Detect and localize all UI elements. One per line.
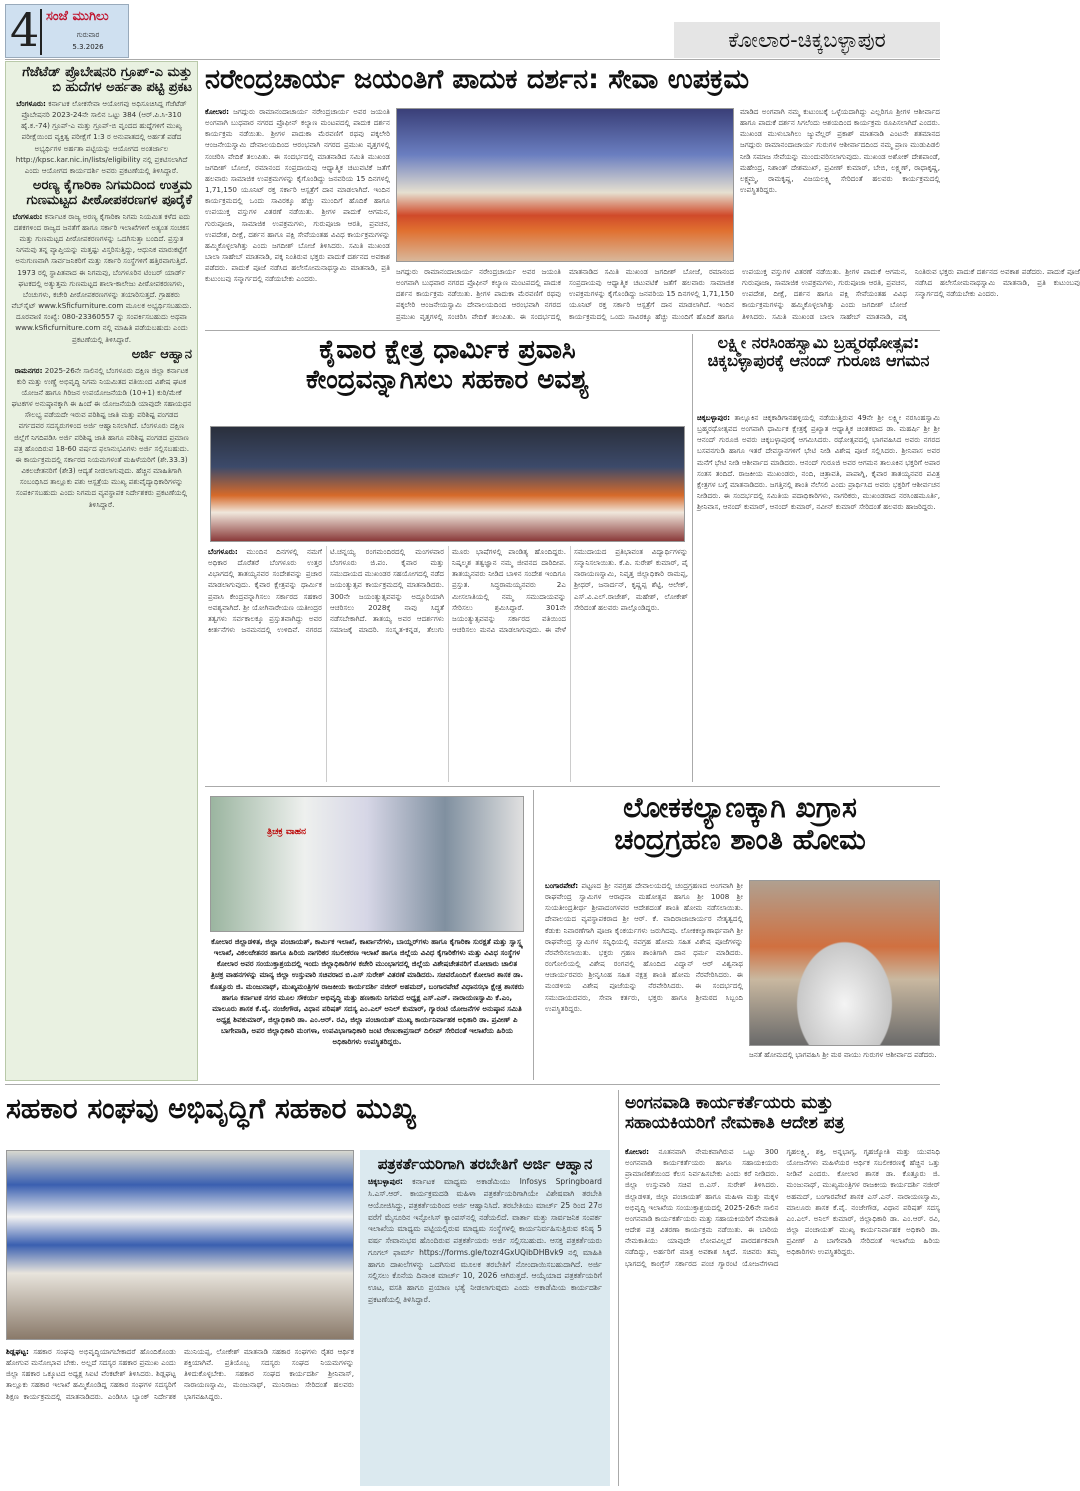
journalist-training-body: ಚಿಕ್ಕಬಳ್ಳಾಪುರ: ಕರ್ನಾಟಕ ಮಾಧ್ಯಮ ಅಕಾಡೆಮಿಯು Infosys Springboard ಸಿ.ಎಸ್.ಆರ್. ಕಾರ್ಯಕ್ರಮದಡಿ ಮಹಿಳಾ ಪತ್ರಕರ್ತೆಯರಿಗಾಗಿಯೇ ವಿಶೇಷವಾಗಿ ತರಬೇತಿ ಆಯೋಜಿಸಿದ್ದು, ಪತ್ರಕರ್ತೆಯರಿಂದ ಅರ್ಜಿ ಆಹ್ವಾನಿಸಿದೆ. ತರಬೇತಿಯು ಮಾರ್ಚ್ 25 ರಿಂದ 27ರ ವರೆಗೆ ಮೈಸೂರಿನ ಇನ್ಫೋಸಿಸ್ ಕ್ಯಾಂಪಸ್‌ನಲ್ಲಿ ನಡೆಯಲಿದೆ. ವಾರ್ತಾ ಮತ್ತು ಸಾರ್ವಜನಿಕ ಸಂಪರ್ಕ ಇಲಾಖೆಯ ಮಾಧ್ಯಮ ಪಟ್ಟಿಯಲ್ಲಿರುವ ಮಾಧ್ಯಮ ಸಂಸ್ಥೆಗಳಲ್ಲಿ ಕಾರ್ಯನಿರ್ವಹಿಸುತ್ತಿರುವ ಕನಿಷ್ಠ 5 ವರ್ಷ ಸೇವಾನುಭವ ಹೊಂದಿರುವ ಪತ್ರಕರ್ತೆಯರು ಅರ್ಜಿ ಸಲ್ಲಿಸಬಹುದು. ಆಸಕ್ತ ಪತ್ರಕರ್ತೆಯರು ಗೂಗಲ್ ಫಾರ್ಮ್ https://forms.gle/tozr4GxUQibDHBvk9 ನಲ್ಲಿ ಮಾಹಿತಿ ಹಾಗೂ ದಾಖಲೆಗಳನ್ನು ಒದಗಿಸುವ ಮೂಲಕ ತರಬೇತಿಗೆ ನೋಂದಾಯಿಸಬಹುದಾಗಿದೆ. ಅರ್ಜಿ ಸಲ್ಲಿಸಲು ಕೊನೆಯ ದಿನಾಂಕ ಮಾರ್ಚ್ 10, 2026 ಆಗಿರುತ್ತದೆ. ಆಯ್ಕೆಯಾದ ಪತ್ರಕರ್ತೆಯರಿಗೆ ಊಟ, ವಸತಿ ಹಾಗೂ ಪ್ರಯಾಣ ಭತ್ಯೆ ನೀಡಲಾಗುವುದು ಎಂದು ಅಕಾಡೆಮಿಯ ಕಾರ್ಯದರ್ಶಿ ಪ್ರಕಟಣೆಯಲ್ಲಿ ತಿಳಿಸಿದ್ದಾರೆ. xyxy=(368,1177,603,1304)
homa-photo-caption: ಜನತೆ ಹೋಮದಲ್ಲಿ ಭಾಗವಹಿಸಿ ಶ್ರೀ ಮಠ ವಾಯು ಗುರುಗಳ ಆಶೀರ್ವಾದ ಪಡೆದರು. xyxy=(749,1050,937,1059)
anganwadi-article-body: ಕೋಲಾರ: ನೂತನವಾಗಿ ನೇಮಕವಾಗಿರುವ ಒಟ್ಟು 300 ಅಂಗನವಾಡಿ ಕಾರ್ಯಕರ್ತೆಯರು ಹಾಗೂ ಸಹಾಯಕಿಯರು ಪ್ರಾಮಾಣಿಕತೆಯಿಂದ ಕೆಲಸ ನಿರ್ವಹಿಸಬೇಕು ಎಂದು ಕರೆ ನೀಡಿದರು. ಜಿಲ್ಲಾ ಉಸ್ತುವಾರಿ ಸಚಿವ ಬಿ.ಎಸ್. ಸುರೇಶ್ ತಿಳಿಸಿದರು. ಜಿಲ್ಲಾಡಳಿತ, ಜಿಲ್ಲಾ ಪಂಚಾಯತ್ ಹಾಗೂ ಮಹಿಳಾ ಮತ್ತು ಮಕ್ಕಳ ಅಭಿವೃದ್ಧಿ ಇಲಾಖೆಯ ಸಂಯುಕ್ತಾಶ್ರಯದಲ್ಲಿ 2025-26ನೇ ಸಾಲಿನ ಅಂಗನವಾಡಿ ಕಾರ್ಯಕರ್ತೆಯರು ಮತ್ತು ಸಹಾಯಕಿಯರಿಗೆ ನೇಮಕಾತಿ ಆದೇಶ ಪತ್ರ ವಿತರಣಾ ಕಾರ್ಯಕ್ರಮ ನಡೆಯಿತು. ಈ ಬಾರಿಯ ನೇಮಕಾತಿಯು ಯಾವುದೇ ಲೋಪವಿಲ್ಲದೆ ಪಾರದರ್ಶಕವಾಗಿ ನಡೆದಿದ್ದು, ಅರ್ಹರಿಗೆ ಮಾತ್ರ ಅವಕಾಶ ಸಿಕ್ಕಿದೆ. ಸಚಿವರು ತಮ್ಮ ಭಾಗದಲ್ಲಿ ಕಾಂಗ್ರೆಸ್ ಸರ್ಕಾರದ ಪಂಚ ಗ್ಯಾರಂಟಿ ಯೋಜನೆಗಳಾದ ಗೃಹಲಕ್ಷ್ಮಿ, ಶಕ್ತಿ, ಅನ್ನಭಾಗ್ಯ, ಗೃಹಜ್ಯೋತಿ ಮತ್ತು ಯುವನಿಧಿ ಯೋಜನೆಗಳು ಮಹಿಳೆಯರ ಆರ್ಥಿಕ ಸಬಲೀಕರಣಕ್ಕೆ ಹೆಚ್ಚಿನ ಒತ್ತು ನೀಡಿವೆ ಎಂದರು. ಕೋಲಾರ ಶಾಸಕ ಡಾ. ಕೊತ್ತೂರು ಜಿ. ಮಂಜುನಾಥ್, ಮುಖ್ಯಮಂತ್ರಿಗಳ ರಾಜಕೀಯ ಕಾರ್ಯದರ್ಶಿ ನಜೀರ್ ಅಹಮದ್, ಬಂಗಾರಪೇಟೆ ಶಾಸಕ ಎಸ್.ಎನ್. ನಾರಾಯಣಸ್ವಾಮಿ, ಮಾಲೂರು ಶಾಸಕ ಕೆ.ವೈ. ನಂಜೇಗೌಡ, ವಿಧಾನ ಪರಿಷತ್ ಸದಸ್ಯ ಎಂ.ಎಲ್. ಅನಿಲ್ ಕುಮಾರ್, ಜಿಲ್ಲಾಧಿಕಾರಿ ಡಾ. ಎಂ.ಆರ್. ರವಿ, ಜಿಲ್ಲಾ ಪಂಚಾಯತ್ ಮುಖ್ಯ ಕಾರ್ಯನಿರ್ವಾಹಕ ಅಧಿಕಾರಿ ಡಾ. ಪ್ರವೀಣ್ ಪಿ ಬಾಗೇವಾಡಿ ಸೇರಿದಂತೆ ಇಲಾಖೆಯ ಹಿರಿಯ ಅಧಿಕಾರಿಗಳು ಉಪಸ್ಥಿತರಿದ್ದರು. xyxy=(625,1147,940,1268)
lead-article-right: ಮಾಡಿದ ಅಂಗವಾಗಿ ನಮ್ಮ ಕುಟುಂಬಕ್ಕೆ ಒಳ್ಳೆಯದಾಗಿದ್ದು ಎಲ್ಲರಿಗೂ ಶ್ರೀಗಳ ಆಶೀರ್ವಾದ ಹಾಗೂ ಪಾದುಕೆ ದರ್ಶನ ಸಿಗಲೆಂದು ಆಶಯದಿಂದ ಕಾರ್ಯಕ್ರಮ ರೂಪಿಸಲಾಗಿದೆ ಎಂದರು. ಮುಖಂಡ ಮುಳುಬಾಗಿಲು ಜ್ಯುವೆಲ್ಲರ್ ಪ್ರಕಾಶ್ ಮಾತನಾಡಿ ಎಂಟನೇ ಶತಮಾನದ ಜಗದ್ಗುರು ರಾಮಾನಂದಾಚಾರ್ಯ ಗುರುಗಳ ಆಶೀರ್ವಾದದಿಂದ ನಮ್ಮ ಪ್ರಾಣ ಮುಡುಪಿಡಲಿ ನೀಡಿ ಸಮಾಜ ಸೇವೆಯನ್ನು ಮುಂದುವರಿಸಲಾಗುವುದು. ಮುಖಂಡ ಅಶೋಕ್ ದೇಶಪಾಂಡೆ, ಮಹೇಂದ್ರ, ನಿಶಾಂತ್ ದೇಶಮುಖ್, ಪ್ರವೀಣ್ ಕುಮಾರ್, ಬೇಬಿ, ಲಕ್ಷ್ಮಣ್, ರಾಧಾಕೃಷ್ಣ, ಲಕ್ಷ್ಮಮ್ಮ, ರಾಮಕೃಷ್ಣ, ವಿಜಯಲಕ್ಷ್ಮಿ ಸೇರಿದಂತೆ ಹಲವರು ಕಾರ್ಯಕ್ರಮದಲ್ಲಿ ಉಪಸ್ಥಿತರಿದ್ದರು. xyxy=(740,107,940,195)
newspaper-logo: ಸಂಜೆ ಮುಗಿಲು xyxy=(46,9,109,24)
journalist-training-box xyxy=(360,1150,610,1486)
page-number: 4 xyxy=(10,3,40,57)
homa-photo xyxy=(749,880,940,1046)
lakshmi-article-body: ಚಿಕ್ಕಬಳ್ಳಾಪುರ: ತಾಲ್ಲೂಕಿನ ಚಿಕ್ಕಕಾಡಿಗಾನಹಳ್ಳಿಯಲ್ಲಿ ನಡೆಯುತ್ತಿರುವ 49ನೇ ಶ್ರೀ ಲಕ್ಷ್ಮೀ ನರಸಿಂಹಸ್ವಾಮಿ ಬ್ರಹ್ಮರಥೋತ್ಸವದ ಅಂಗವಾಗಿ ಧಾರ್ಮಿಕ ಕ್ಷೇತ್ರಕ್ಕೆ ಪ್ರಖ್ಯಾತ ಆಧ್ಯಾತ್ಮಿಕ ಚಿಂತಕರಾದ ಡಾ. ಮಹರ್ಷಿ ಶ್ರೀ ಶ್ರೀ ಆನಂದ್ ಗುರೂಜಿ ಅವರು ಚಿಕ್ಕಬಳ್ಳಾಪುರಕ್ಕೆ ಆಗಮಿಸಿದರು. ರಥೋತ್ಸವದಲ್ಲಿ ಭಾಗವಹಿಸಿದ ಅವರು ನಗರದ ಬಸವನಗುಡಿ ಹಾಗೂ ಇತರೆ ದೇವಸ್ಥಾನಗಳಿಗೆ ಭೇಟಿ ನೀಡಿ ವಿಶೇಷ ಪೂಜೆ ಸಲ್ಲಿಸಿದರು. ಶ್ರೀನಿವಾಸ ಅವರ ಮನೆಗೆ ಭೇಟಿ ನೀಡಿ ಆಶೀರ್ವಾದ ಮಾಡಿದರು. ಆನಂದ್ ಗುರೂಜಿ ಅವರ ಆಗಮನ ತಾಲೂಕಿನ ಭಕ್ತರಿಗೆ ಅಪಾರ ಸಂತಸ ತಂದಿದೆ. ರಾಜಕೀಯ ಮುಖಂಡರು, ನಂದಿ, ಚಿತ್ರಾವತಿ, ಪಾಪಾಗ್ನಿ, ಕೈವಾರ ತಾತಯ್ಯನವರ ಪವಿತ್ರ ಕ್ಷೇತ್ರಗಳ ಬಗ್ಗೆ ಮಾತನಾಡಿದರು. ಜಗತ್ತಿನಲ್ಲಿ ಶಾಂತಿ ನೆಲೆಸಲಿ ಎಂದು ಪ್ರಾರ್ಥಿಸಿದ ಅವರು ಭಕ್ತರಿಗೆ ಆಶೀರ್ವಚನ ನೀಡಿದರು. ಈ ಸಂದರ್ಭದಲ್ಲಿ ಸಮಿತಿಯ ಪದಾಧಿಕಾರಿಗಳು, ನಾಗರಿಕರು, ಮುಖಂಡರಾದ ನರಸಿಂಹಮೂರ್ತಿ, ಶ್ರೀನಿವಾಸ, ಆನಂದ್ ಕುಮಾರ್, ಆನಂದ್ ಕುಮಾರ್, ನವೀನ್ ಕುಮಾರ್ ಸೇರಿದಂತೆ ಹಲವರು ಹಾಜರಿದ್ದರು. xyxy=(697,413,940,512)
section-title: ಕೋಲಾರ-ಚಿಕ್ಕಬಳ್ಳಾಪುರ xyxy=(674,22,940,58)
kaivara-headline: ಕೈವಾರ ಕ್ಷೇತ್ರ ಧಾರ್ಮಿಕ ಪ್ರವಾಸಿ ಕೇಂದ್ರವನ್ನಾಗಿಸಲು ಸಹಕಾರ ಅವಶ್ಯ xyxy=(306,335,589,395)
day-label: ಗುರುವಾರ xyxy=(76,31,100,39)
date-label: 5.3.2026 xyxy=(72,43,104,51)
homa-headline: ಲೋಕಕಲ್ಯಾಣಕ್ಕಾಗಿ ಖಗ್ರಾಸ ಚಂದ್ರಗ್ರಹಣ ಶಾಂತಿ ಹೋಮ xyxy=(614,791,866,857)
event-banner: ತ್ರಿಚಕ್ರ ವಾಹನ xyxy=(267,827,307,837)
sidebar xyxy=(5,61,198,1081)
sidebar-article-2: ಬೆಂಗಳೂರು: ಕರ್ನಾಟಕ ರಾಜ್ಯ ಅರಣ್ಯ ಕೈಗಾರಿಕಾ ನಿಗಮ ನಿಯಮಿತ ಕಳೆದ ಐದು ದಶಕಗಳಿಂದ ರಾಜ್ಯದ ಜನತೆಗೆ ಹಾಗೂ ಸರ್ಕಾರಿ ಇಲಾಖೆಗಳಿಗೆ ಅತ್ಯಂತ ಸಂಚಕಸ ಮತ್ತು ಗುಣಮಟ್ಟದ ಪೀಠೋಪಕರಣಗಳನ್ನು ಒದಗಿಸುತ್ತಾ ಬಂದಿದೆ. ಪ್ರಸ್ತುತ ನಿಗಮವು ತನ್ನ ವ್ಯಾಪ್ತಿಯನ್ನು ಮತ್ತಷ್ಟು ವಿಸ್ತರಿಸುತ್ತಿದ್ದು, ಆಧುನಿಕ ಮಾರುಕಟ್ಟೆಗೆ ಅನುಗುಣವಾಗಿ ಸಾರ್ವಜನಿಕರಿಗೆ ಮತ್ತು ಸರ್ಕಾರಿ ಸಂಸ್ಥೆಗಳಿಗೆ ಹತ್ತಿರವಾಗುತ್ತಿದೆ. 1973 ರಲ್ಲಿ ಸ್ಥಾಪಿತವಾದ ಈ ನಿಗಮವು, ಬೆಂಗಳೂರಿನ ಟಿಂಬರ್ ಯಾರ್ಡ್ ಘಟಕದಲ್ಲಿ ಅತ್ಯುತ್ತಮ ಗುಣಮಟ್ಟದ ಶಾಲಾ-ಕಾಲೇಜು ಪೀಠೋಪಕರಣಗಳು, ಬೆಂಚುಗಳು, ಕಚೇರಿ ಪೀಠೋಪಕರಣಗಳನ್ನು ತಯಾರಿಸುತ್ತದೆ. ಗ್ರಾಹಕರು ವೆಬ್‌ಸೈಟ್ www.kSficfurniture.com ಮೂಲಕ ಅಭ್ಯರ್ಥಿಸಬಹುದು. ದೂರವಾಣಿ ಸಂಖ್ಯೆ: 080-23360557 ನ್ನು ಸಂಪರ್ಕಿಸಬಹುದು ಅಥವಾ www.kSficfurniture.com ನಲ್ಲಿ ಮಾಹಿತಿ ಪಡೆಯಬಹುದು ಎಂದು ಪ್ರಕಟಣೆಯಲ್ಲಿ ತಿಳಿಸಿದ್ದಾರೆ. xyxy=(11,211,192,344)
kaivara-article-body: ಬೆಂಗಳೂರು: ಮುಂದಿನ ದಿನಗಳಲ್ಲಿ ನಮಗೆ ಅಧಿಕಾರ ದೊರೆತರೆ ಬೆಂಗಳೂರು ಉತ್ತರ ವಿಭಾಗದಲ್ಲಿ ತಾತಯ್ಯನವರ ಸಂದೇಶವನ್ನು ಪ್ರಚಾರ ಮಾಡಲಾಗುವುದು. ಕೈವಾರ ಕ್ಷೇತ್ರವನ್ನು ಧಾರ್ಮಿಕ ಪ್ರವಾಸಿ ಕೇಂದ್ರವನ್ನಾಗಿಸಲು ಸರ್ಕಾರದ ಸಹಕಾರ ಅವಶ್ಯವಾಗಿದೆ. ಶ್ರೀ ಯೋಗಿನಾರೇಯಣ ಯತೀಂದ್ರರ ತತ್ವಗಳು ಸರ್ವಕಾಲಕ್ಕೂ ಪ್ರಸ್ತುತವಾಗಿದ್ದು ಅವರ ಕೀರ್ತನೆಗಳು ಜನಮನದಲ್ಲಿ ಉಳಿದಿವೆ. ನಗರದ ಟಿ.ಚನ್ನಯ್ಯ ರಂಗಮಂದಿರದಲ್ಲಿ ಮಂಗಳವಾರ ಬೆಂಗಳೂರು ಜಿ.ಪಂ. ಕೈವಾರ ಮತ್ತು ಸಮುದಾಯದ ಮುಖಂಡರ ಸಹಯೋಗದಲ್ಲಿ ನಡೆದ ಜಯಂತ್ಯುತ್ಸವ ಕಾರ್ಯಕ್ರಮದಲ್ಲಿ ಮಾತನಾಡಿದರು. 300ನೇ ಜಯಂತ್ಯುತ್ಸವವನ್ನು ಅದ್ದೂರಿಯಾಗಿ ಆಚರಿಸಲು 2028ಕ್ಕೆ ನಾವು ಸಿದ್ಧತೆ ನಡೆಸಬೇಕಾಗಿದೆ. ತಾತಯ್ಯ ಅವರ ಆದರ್ಶಗಳು ಸಮಾಜಕ್ಕೆ ಮಾದರಿ. ಸಂಸ್ಕೃತ-ಕನ್ನಡ, ತೆಲುಗು ಮೂರು ಭಾಷೆಗಳಲ್ಲಿ ಪಾಂಡಿತ್ಯ ಹೊಂದಿದ್ದರು. ನಿಷ್ಕಲ್ಮಶ ತತ್ವಜ್ಞಾನ ನಮ್ಮ ಜೀವನದ ದಾರಿದೀಪ. ತಾತಯ್ಯನವರು ನೀಡಿದ ಬಾಳಿನ ಸಂದೇಶ ಇಂದಿಗೂ ಪ್ರಸ್ತುತ. ಸಿದ್ಧರಾಮಯ್ಯನವರು 2ಎ ಮೀಸಲಾತಿಯಲ್ಲಿ ನಮ್ಮ ಸಮುದಾಯವನ್ನು ಸೇರಿಸಲು ಶ್ರಮಿಸಿದ್ದಾರೆ. 301ನೇ ಜಯಂತ್ಯುತ್ಸವವನ್ನು ಸರ್ಕಾರದ ವತಿಯಿಂದ ಆಚರಿಸಲು ಮನವಿ ಮಾಡಲಾಗುವುದು. ಈ ವೇಳೆ ಸಮುದಾಯದ ಪ್ರತಿಭಾವಂತ ವಿದ್ಯಾರ್ಥಿಗಳನ್ನು ಸನ್ಮಾನಿಸಲಾಯಿತು. ಕೆ.ಪಿ. ಸುರೇಶ್ ಕುಮಾರ್, ಪೈ ನಾರಾಯಣಸ್ವಾಮಿ, ನಿವೃತ್ತ ಜಿಲ್ಲಾಧಿಕಾರಿ ರಾಮಪ್ಪ, ಶ್ರೀಧರ್, ಜನಾರ್ದನ್, ಕೃಷ್ಣಪ್ಪ ಶೆಟ್ಟಿ, ಆಲೇಕ್, ಎಸ್.ವಿ.ಎಲ್.ರಾಜೇಶ್, ಮಹೇಶ್, ಲೋಕೇಶ್ ಸೇರಿದಂತೆ ಹಲವರು ಪಾಲ್ಗೊಂಡಿದ್ದರು. xyxy=(208,547,688,635)
anganwadi-headline: ಅಂಗನವಾಡಿ ಕಾರ್ಯಕರ್ತೆಯರು ಮತ್ತು ಸಹಾಯಕಿಯರಿಗೆ ನೇಮಕಾತಿ ಆದೇಶ ಪತ್ರ xyxy=(625,1093,845,1133)
sidebar-article-1: ಬೆಂಗಳೂರು: ಕರ್ನಾಟಕ ಲೋಕಸೇವಾ ಆಯೋಗವು ಅಧಿಸೂಚಿಸಿದ್ದ ಗೆಜೆಟೆಡ್ ಪ್ರೊಬೇಷನರಿ 2023-24ನೇ ಸಾಲಿನ ಒಟ್ಟು 384 (ಆರ್.ಪಿ.ಸಿ-310 ಹೈ.ಕ.-74) ಗ್ರೂಪ್-ಎ ಮತ್ತು ಗ್ರೂಪ್-ಬಿ ವೃಂದದ ಹುದ್ದೆಗಳಿಗೆ ಮುಖ್ಯ ಪರೀಕ್ಷೆಯಿಂದ ವ್ಯಕ್ತಿತ್ವ ಪರೀಕ್ಷೆಗೆ 1:3 ರ ಅನುಪಾತದಲ್ಲಿ ಅರ್ಹತೆ ಪಡೆದ ಅಭ್ಯರ್ಥಿಗಳ ಅರ್ಹತಾ ಪಟ್ಟಿಯನ್ನು ಆಯೋಗದ ಅಂತರ್ಜಾಲ http://kpsc.kar.nic.in/lists/eligibility ನಲ್ಲಿ ಪ್ರಕಟಿಸಲಾಗಿದೆ ಎಂದು ಆಯೋಗದ ಕಾರ್ಯದರ್ಶಿ ಅವರು ಪ್ರಕಟಣೆಯಲ್ಲಿ ತಿಳಿಸಿದ್ದಾರೆ. xyxy=(15,98,188,175)
tricycle-photo-caption: ಕೋಲಾರ ಜಿಲ್ಲಾಡಳಿತ, ಜಿಲ್ಲಾ ಪಂಚಾಯತ್, ಕಾರ್ಮಿಕ ಇಲಾಖೆ, ಕಾರ್ಖಾನೆಗಳು, ಬಾಯ್ಲರ್‌ಗಳು ಹಾಗೂ ಕೈಗಾರಿಕಾ ಸುರಕ್ಷತೆ ಮತ್ತು ಸ್ವಾಸ್ಥ್ಯ ಇಲಾಖೆ, ವಿಕಲಚೇತನರ ಹಾಗೂ ಹಿರಿಯ ನಾಗರಿಕರ ಸಬಲೀಕರಣ ಇಲಾಖೆ ಹಾಗೂ ಜಿಲ್ಲೆಯ ವಿವಿಧ ಕೈಗಾರಿಕೆಗಳು ಮತ್ತು ವಿವಿಧ ಸಂಸ್ಥೆಗಳ ಕೋಲಾರ ಅವರ ಸಂಯುಕ್ತಾಶ್ರಯದಲ್ಲಿ ಇಂದು ಜಿಲ್ಲಾಧಿಕಾರಿಗಳ ಕಚೇರಿ ಮುಂಭಾಗದಲ್ಲಿ ಜಿಲ್ಲೆಯ ವಿಶೇಷಚೇತನರಿಗೆ ಮೋಟಾರು ಚಾಲಿತ ತ್ರಿಚಕ್ರ ವಾಹನಗಳನ್ನು ಮಾನ್ಯ ಜಿಲ್ಲಾ ಉಸ್ತುವಾರಿ ಸಚಿವರಾದ ಬಿ.ಎಸ್ ಸುರೇಶ್ ವಿತರಣೆ ಮಾಡಿದರು. ಸಚಿವರೊಂದಿಗೆ ಕೋಲಾರ ಶಾಸಕ ಡಾ. ಕೊತ್ತೂರು ಜಿ. ಮಂಜುನಾಥ್, ಮುಖ್ಯಮಂತ್ರಿಗಳ ರಾಜಕೀಯ ಕಾರ್ಯದರ್ಶಿ ನಜೀರ್ ಅಹಮದ್, ಬಂಗಾರಪೇಟೆ ವಿಧಾನಸಭಾ ಕ್ಷೇತ್ರ ಶಾಸಕರು ಹಾಗೂ ಕರ್ನಾಟಕ ನಗರ ಮೂಲ ಸೌಕರ್ಯ ಅಭಿವೃದ್ಧಿ ಮತ್ತು ಹಣಕಾಸು ನಿಗಮದ ಅಧ್ಯಕ್ಷ ಎಸ್.ಎನ್. ನಾರಾಯಣಸ್ವಾಮಿ ಕೆ.ಎಂ, ಮಾಲೂರು ಶಾಸಕ ಕೆ.ವೈ. ನಂಜೇಗೌಡ, ವಿಧಾನ ಪರಿಷತ್ ಸದಸ್ಯ ಎಂ.ಎಲ್ ಅನಿಲ್ ಕುಮಾರ್, ಗ್ಯಾರಂಟಿ ಯೋಜನೆಗಳ ಅನುಷ್ಠಾನ ಸಮಿತಿ ಅಧ್ಯಕ್ಷ ಶಿವಕುಮಾರ್, ಜಿಲ್ಲಾಧಿಕಾರಿ ಡಾ. ಎಂ.ಆರ್. ರವಿ, ಜಿಲ್ಲಾ ಪಂಚಾಯತ್ ಮುಖ್ಯ ಕಾರ್ಯನಿರ್ವಾಹಕ ಅಧಿಕಾರಿ ಡಾ. ಪ್ರವೀಣ್ ಪಿ ಬಾಗೇವಾಡಿ, ಅಪರ ಜಿಲ್ಲಾಧಿಕಾರಿ ಮಂಗಳಾ, ಉಪವಿಭಾಗಾಧಿಕಾರಿ ಜಂಟಿ ರೇಣುಕಾಪ್ರಸಾದ್ ದಿಲೀಪ್ ಸೇರಿದಂತೆ ಇಲಾಖೆಯ ಹಿರಿಯ ಅಧಿಕಾರಿಗಳು ಉಪಸ್ಥಿತರಿದ್ದರು. xyxy=(210,937,524,1047)
sidebar-article-3: ರಾಮನಗರ: 2025-26ನೇ ಸಾಲಿನಲ್ಲಿ ಬೆಂಗಳೂರು ದಕ್ಷಿಣ ಜಿಲ್ಲಾ ಕರ್ನಾಟಕ ಕುರಿ ಮತ್ತು ಉಣ್ಣೆ ಅಭಿವೃದ್ಧಿ ನಿಗಮ ನಿಯಮಿತದ ವತಿಯಿಂದ ವಿಶೇಷ ಘಟಕ ಯೋಜನೆ ಹಾಗೂ ಗಿರಿಜನ ಉಪಯೋಜನೆಯಡಿ (10+1) ಕುರಿ/ಮೇಕೆ ಘಟಕಗಳ ಅನುಷ್ಠಾನಕ್ಕಾಗಿ ಈ ಹಿಂದೆ ಈ ಯೋಜನೆಯಡಿ ಯಾವುದೇ ಸಹಾಯಧನ ಸೌಲಭ್ಯ ಪಡೆಯದೇ ಇರುವ ಪರಿಶಿಷ್ಟ ಜಾತಿ ಮತ್ತು ಪರಿಶಿಷ್ಟ ಪಂಗಡದ ವರ್ಗದವರ ಸದಸ್ಯರುಗಳಿಂದ ಅರ್ಜಿ ಆಹ್ವಾನಿಸಲಾಗಿದೆ. ಬೆಂಗಳೂರು ದಕ್ಷಿಣ ಜಿಲ್ಲೆಗೆ ನಿಗದಿಪಡಿಸಿ ಅರ್ಜಿ ಪರಿಶಿಷ್ಟ ಜಾತಿ ಹಾಗೂ ಪರಿಶಿಷ್ಟ ಪಂಗಡದ ಪ್ರಮಾಣ ಪತ್ರ ಹೊಂದಿರುವ 18-60 ವರ್ಷದ ಫಲಾನುಭವಿಗಳು ಅರ್ಜಿ ಸಲ್ಲಿಸಬಹುದು. ಈ ಕಾರ್ಯಕ್ರಮದಲ್ಲಿ ಸರ್ಕಾರದ ನಿಯಮಗಳಂತೆ ಮಹಿಳೆಯರಿಗೆ (ಶೇ.33.3) ವಿಕಲಚೇತನರಿಗೆ (ಶೇ3) ಆದ್ಯತೆ ನೀಡಲಾಗುವುದು. ಹೆಚ್ಚಿನ ಮಾಹಿತಿಗಾಗಿ ಸಂಬಂಧಿಸಿದ ತಾಲ್ಲೂಕು ಪಶು ಆಸ್ಪತ್ರೆಯ ಮುಖ್ಯ ಪಶುವೈದ್ಯಾಧಿಕಾರಿಗಳನ್ನು ಸಂಪರ್ಕಿಸಬಹುದು ಎಂದು ನಿಗಮದ ವ್ಯವಸ್ಥಾಪಕ ನಿರ್ದೇಶಕರು ಪ್ರಕಟಣೆಯಲ್ಲಿ ತಿಳಿಸಿದ್ದಾರೆ. xyxy=(11,365,192,509)
lead-photo xyxy=(396,108,734,262)
lead-article-body: ಕೋಲಾರ: ಜಗದ್ಗುರು ರಾಮಾನಂದಾಚಾರ್ಯ ನರೇಂದ್ರಚಾರ್ಯ ಅವರ ಜಯಂತಿ ಅಂಗವಾಗಿ ಬುಧವಾರ ನಗರದ ಪ್ರೊಫೀನ್ ಕಲ್ಯಾಣ ಮಂಟಪದಲ್ಲಿ ಪಾದುಕ ದರ್ಶನ ಕಾರ್ಯಕ್ರಮ ನಡೆಯಿತು. ಶ್ರೀಗಳ ಪಾದುಕಾ ಮೆರವಣಿಗೆ ರಥವು ಪಕ್ಕಲೇರಿ ಆಂಜನೇಯಸ್ವಾಮಿ ದೇವಾಲಯದಿಂದ ಆರಂಭವಾಗಿ ನಗರದ ಪ್ರಮುಖ ವೃತ್ತಗಳಲ್ಲಿ ಸಂಚರಿಸಿ ವೇದಿಕೆ ತಲುಪಿತು. ಈ ಸಂದರ್ಭದಲ್ಲಿ ಮಾತನಾಡಿದ ಸಮಿತಿ ಮುಖಂಡ ಜಗದೀಶ್ ಬೋಜೆ, ರಮಾನಂದ ಸಂಪ್ರದಾಯವು ಆಧ್ಯಾತ್ಮಿಕ ಚಟುವಟಿಕೆ ಜತೆಗೆ ಹಲವಾರು ಸಾಮಾಜಿಕ ಉಪಕ್ರಮಗಳನ್ನು ಕೈಗೊಂಡಿದ್ದು ಜನವರಿಯ 15 ದಿನಗಳಲ್ಲಿ 1,71,150 ಯೂನಿಟ್ ರಕ್ತ ಸರ್ಕಾರಿ ಆಸ್ಪತ್ರೆಗೆ ದಾನ ಮಾಡಲಾಗಿದೆ. ಇಂದಿನ ಕಾರ್ಯಕ್ರಮದಲ್ಲಿ ಒಂದು ಸಾವಿರಕ್ಕೂ ಹೆಚ್ಚು ಮುಂದಿಗೆ ಹೊದಿಕೆ ಹಾಗೂ ಉಪಯುಕ್ತ ವಸ್ತುಗಳ ವಿತರಣೆ ನಡೆಯಿತು. ಶ್ರೀಗಳ ಪಾದುಕೆ ಆಗಮನ, ಗುರುಪೂಜಾ, ಸಾಮಾಜಿಕ ಉಪಕ್ರಮಗಳು, ಗುರುಪೂಜಾ ಆರತಿ, ಪ್ರವಚನ, ಉಪದೇಶ, ದೀಕ್ಷೆ, ದರ್ಶನ ಹಾಗೂ ಪಕ್ಷಿ ಸೇವೆಯಂತಹ ವಿವಿಧ ಕಾರ್ಯಕ್ರಮಗಳನ್ನು ಹಮ್ಮಿಕೊಳ್ಳಲಾಗಿತ್ತು ಎಂದು ಜಗದೀಶ್ ಬೋಜೆ ತಿಳಿಸಿದರು. ಸಮಿತಿ ಮುಖಂಡ ಬಾಲಾ ಸಾಹೇಬ್ ಮಾತನಾಡಿ, ಪಕ್ಕ ನಿಂತಿರುವ ಭಕ್ತರು ಪಾದುಕೆ ದರ್ಶನದ ಅವಕಾಶ ಪಡೆದರು. ಪಾದುಕೆ ಪೂಜೆ ನಡೆಸಿದ ಹಲೇಸೋಮನಾಥಸ್ವಾಮಿ ಮಾತನಾಡಿ, ಪ್ರತಿ ಕುಟುಂಬವು ಸನ್ಮಾರ್ಗದಲ್ಲಿ ನಡೆಯಬೇಕು ಎಂದರು. xyxy=(205,107,390,284)
kaivara-photo xyxy=(210,426,685,542)
sidebar-headline-3: ಅರ್ಜಿ ಆಹ್ವಾನ xyxy=(131,346,192,362)
sahakara-headline: ಸಹಕಾರ ಸಂಘವು ಅಭಿವೃದ್ಧಿಗೆ ಸಹಕಾರ ಮುಖ್ಯ xyxy=(6,1092,416,1125)
sahakara-photo xyxy=(6,1150,354,1340)
tricycle-distribution-photo xyxy=(210,796,524,932)
lakshmi-headline: ಲಕ್ಷ್ಮೀ ನರಸಿಂಹಸ್ವಾಮಿ ಬ್ರಹ್ಮರಥೋತ್ಸವ: ಚಿಕ್ಕಬಳ್ಳಾಪುರಕ್ಕೆ ಆನಂದ್ ಗುರೂಜಿ ಆಗಮನ xyxy=(707,333,930,371)
homa-article-body: ಬಂಗಾರಪೇಟೆ: ಪಟ್ಟಣದ ಶ್ರೀ ನವಗ್ರಹ ದೇವಾಲಯದಲ್ಲಿ ಚಂದ್ರಗ್ರಹಣದ ಅಂಗವಾಗಿ ಶ್ರೀ ರಾಘವೇಂದ್ರ ಸ್ವಾಮಿಗಳ ಆರಾಧನಾ ಮಹೋತ್ಸವ ಹಾಗೂ ಶ್ರೀ 1008 ಶ್ರೀ ಸುಯತೀಂದ್ರತೀರ್ಥ ಶ್ರೀಪಾದಂಗಳವರ ಆದೇಶದಂತೆ ಶಾಂತಿ ಹೋಮ ನಡೆಸಲಾಯಿತು. ದೇವಾಲಯದ ವ್ಯವಸ್ಥಾಪಕರಾದ ಶ್ರೀ ಆರ್. ಕೆ. ವಾದಿರಾಜಾಚಾರ್ಯರ ನೇತೃತ್ವದಲ್ಲಿ ಕೆಡುಕು ನಿವಾರಣೆಗಾಗಿ ಪೂಜಾ ಕೈಂಕರ್ಯಗಳು ಜರುಗಿದವು. ಲೋಕಕಲ್ಯಾಣಾರ್ಥವಾಗಿ ಶ್ರೀ ರಾಘವೇಂದ್ರ ಸ್ವಾಮಿಗಳ ಸನ್ನಿಧಿಯಲ್ಲಿ ನವಗ್ರಹ ಹೋಮ ಸಹಿತ ವಿಶೇಷ ಪೂಜೆಗಳನ್ನು ನೆರವೇರಿಸಲಾಯಿತು. ಭಕ್ತರು ಗ್ರಹಣ ಶಾಂತಿಗಾಗಿ ದಾನ ಧರ್ಮ ಮಾಡಿದರು. ರಂಗೋಲಿಯಲ್ಲಿ ವಿಶೇಷ ರಂಗವಲ್ಲಿ ಹೊಂದಿದ ವಿದ್ವಾನ್ ಆರ್ ವಿಶ್ವನಾಥ ಆಚಾರ್ಯರವರು ಶ್ರೀನೃಸಿಂಹ ಸಹಿತ ನಕ್ಷತ್ರ ಶಾಂತಿ ಹೋಮ ನೆರವೇರಿಸಿದರು. ಈ ಮಂಡಳಿಯ ವಿಶೇಷ ಪೂಜೆಯನ್ನು ನೆರವೇರಿಸಿದರು. ಈ ಸಂದರ್ಭದಲ್ಲಿ ಸಮುದಾಯದವರು, ಸೇವಾ ಕರ್ತರು, ಭಕ್ತರು ಹಾಗೂ ಶ್ರೀಮಠದ ಸಿಬ್ಬಂದಿ ಉಪಸ್ಥಿತರಿದ್ದರು. xyxy=(545,881,743,1013)
sidebar-headline-1: ಗೆಜೆಟೆಡ್ ಪ್ರೊಬೇಷನರಿ ಗ್ರೂಪ್-ಎ ಮತ್ತು ಬಿ ಹುದೆಗಳ ಅರ್ಹತಾ ಪಟ್ಟಿ ಪ್ರಕಟ xyxy=(22,65,192,95)
masthead-box xyxy=(5,4,129,58)
journalist-training-headline: ಪತ್ರಕರ್ತೆಯರಿಗಾಗಿ ತರಬೇತಿಗೆ ಅರ್ಜಿ ಆಹ್ವಾನ xyxy=(377,1155,593,1173)
lead-headline: ನರೇಂದ್ರಚಾರ್ಯ ಜಯಂತಿಗೆ ಪಾದುಕ ದರ್ಶನ: ಸೇವಾ ಉಪಕ್ರಮ xyxy=(205,64,750,95)
sidebar-headline-2: ಅರಣ್ಯ ಕೈಗಾರಿಕಾ ನಿಗಮದಿಂದ ಉತ್ತಮ ಗುಣಮಟ್ಟದ ಪೀಠೋಪಕರಣಗಳ ಪೂರೈಕೆ xyxy=(26,177,192,208)
lead-article-continued: ಜಗದ್ಗುರು ರಾಮಾನಂದಾಚಾರ್ಯ ನರೇಂದ್ರಚಾರ್ಯ ಅವರ ಜಯಂತಿ ಅಂಗವಾಗಿ ಬುಧವಾರ ನಗರದ ಪ್ರೊಫೀನ್ ಕಲ್ಯಾಣ ಮಂಟಪದಲ್ಲಿ ಪಾದುಕ ದರ್ಶನ ಕಾರ್ಯಕ್ರಮ ನಡೆಯಿತು. ಶ್ರೀಗಳ ಪಾದುಕಾ ಮೆರವಣಿಗೆ ರಥವು ಪಕ್ಕಲೇರಿ ಆಂಜನೇಯಸ್ವಾಮಿ ದೇವಾಲಯದಿಂದ ಆರಂಭವಾಗಿ ನಗರದ ಪ್ರಮುಖ ವೃತ್ತಗಳಲ್ಲಿ ಸಂಚರಿಸಿ ವೇದಿಕೆ ತಲುಪಿತು. ಈ ಸಂದರ್ಭದಲ್ಲಿ ಮಾತನಾಡಿದ ಸಮಿತಿ ಮುಖಂಡ ಜಗದೀಶ್ ಬೋಜೆ, ರಮಾನಂದ ಸಂಪ್ರದಾಯವು ಆಧ್ಯಾತ್ಮಿಕ ಚಟುವಟಿಕೆ ಜತೆಗೆ ಹಲವಾರು ಸಾಮಾಜಿಕ ಉಪಕ್ರಮಗಳನ್ನು ಕೈಗೊಂಡಿದ್ದು ಜನವರಿಯ 15 ದಿನಗಳಲ್ಲಿ 1,71,150 ಯೂನಿಟ್ ರಕ್ತ ಸರ್ಕಾರಿ ಆಸ್ಪತ್ರೆಗೆ ದಾನ ಮಾಡಲಾಗಿದೆ. ಇಂದಿನ ಕಾರ್ಯಕ್ರಮದಲ್ಲಿ ಒಂದು ಸಾವಿರಕ್ಕೂ ಹೆಚ್ಚು ಮುಂದಿಗೆ ಹೊದಿಕೆ ಹಾಗೂ ಉಪಯುಕ್ತ ವಸ್ತುಗಳ ವಿತರಣೆ ನಡೆಯಿತು. ಶ್ರೀಗಳ ಪಾದುಕೆ ಆಗಮನ, ಗುರುಪೂಜಾ, ಸಾಮಾಜಿಕ ಉಪಕ್ರಮಗಳು, ಗುರುಪೂಜಾ ಆರತಿ, ಪ್ರವಚನ, ಉಪದೇಶ, ದೀಕ್ಷೆ, ದರ್ಶನ ಹಾಗೂ ಪಕ್ಷಿ ಸೇವೆಯಂತಹ ವಿವಿಧ ಕಾರ್ಯಕ್ರಮಗಳನ್ನು ಹಮ್ಮಿಕೊಳ್ಳಲಾಗಿತ್ತು ಎಂದು ಜಗದೀಶ್ ಬೋಜೆ ತಿಳಿಸಿದರು. ಸಮಿತಿ ಮುಖಂಡ ಬಾಲಾ ಸಾಹೇಬ್ ಮಾತನಾಡಿ, ಪಕ್ಕ ನಿಂತಿರುವ ಭಕ್ತರು ಪಾದುಕೆ ದರ್ಶನದ ಅವಕಾಶ ಪಡೆದರು. ಪಾದುಕೆ ಪೂಜೆ ನಡೆಸಿದ ಹಲೇಸೋಮನಾಥಸ್ವಾಮಿ ಮಾತನಾಡಿ, ಪ್ರತಿ ಕುಟುಂಬವು ಸನ್ಮಾರ್ಗದಲ್ಲಿ ನಡೆಯಬೇಕು ಎಂದರು. xyxy=(396,267,1080,321)
sahakara-article-body: ಶಿಡ್ಲಘಟ್ಟ: ಸಹಕಾರ ಸಂಘವು ಅಭಿವೃದ್ಧಿಯಾಗಬೇಕಾದರೆ ಹೊಂದಿಕೊಂಡು ಹೋಗುವ ಮನೋಭಾವ ಬೇಕು. ಅಲ್ಲದೆ ಸದಸ್ಯರ ಸಹಕಾರ ಪ್ರಮುಖ ಎಂದು ಜಿಲ್ಲಾ ಸಹಕಾರ ಒಕ್ಕೂಟದ ಅಧ್ಯಕ್ಷ ಸಿಐಟಿ ವೆಂಕಟೇಶ್ ತಿಳಿಸಿದರು. ಶಿಡ್ಲಘಟ್ಟ ತಾಲ್ಲೂಕು ಸಹಕಾರ ಇಲಾಖೆ ಹಮ್ಮಿಕೊಂಡಿದ್ದ ಸಹಕಾರ ಸಂಘಗಳ ಸದಸ್ಯರಿಗೆ ಶಿಕ್ಷಣ ಕಾರ್ಯಕ್ರಮದಲ್ಲಿ ಮಾತನಾಡಿದರು. ಎಂಡಿಸಿಸಿ ಬ್ಯಾಂಕ್ ನಿರ್ದೇಶಕ ಮುನಿಯಪ್ಪ, ಲೋಕೇಶ್ ಮಾತನಾಡಿ ಸಹಕಾರ ಸಂಘಗಳು ರೈತರ ಆರ್ಥಿಕ ಶಕ್ತಿಯಾಗಿವೆ. ಪ್ರತಿಯೊಬ್ಬ ಸದಸ್ಯರು ಸಂಘದ ನಿಯಮಗಳನ್ನು ತಿಳಿದುಕೊಳ್ಳಬೇಕು. ಸಹಕಾರ ಸಂಘದ ಕಾರ್ಯದರ್ಶಿ ಶ್ರೀನಿವಾಸ್, ನಾರಾಯಣಸ್ವಾಮಿ, ಮಂಜುನಾಥ್, ಮುನಿರಾಜು ಸೇರಿದಂತೆ ಹಲವರು ಭಾಗವಹಿಸಿದ್ದರು. xyxy=(6,1347,354,1401)
